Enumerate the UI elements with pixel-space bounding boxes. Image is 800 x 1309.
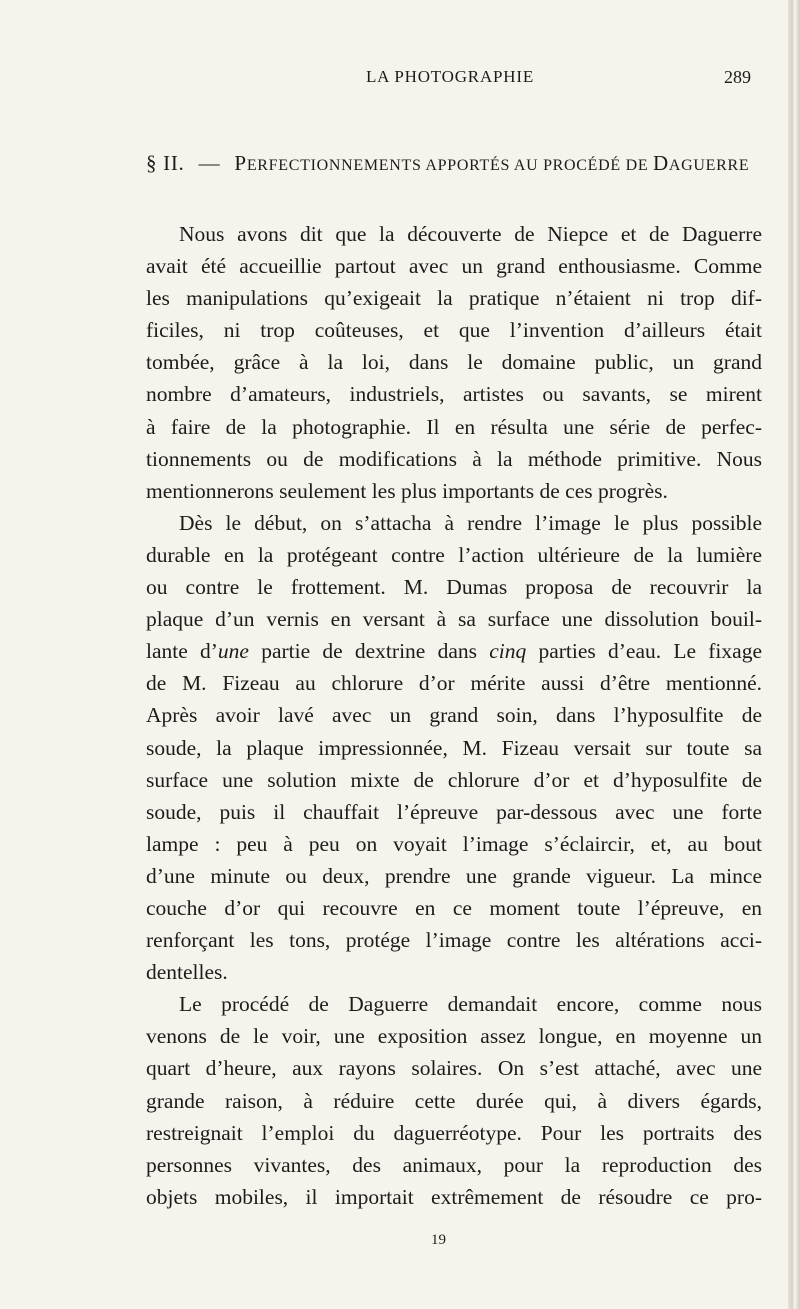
heading-text: ERFECTIONNEMENTS APPORTÉS AU PROCÉDÉ DE bbox=[246, 157, 653, 174]
text-line: renforçant les tons, protége l’image contre les altérations acci- bbox=[146, 928, 762, 953]
text-line: plaque d’un vernis en versant à sa surface une dissolution bouil- bbox=[146, 607, 762, 632]
running-title: LA PHOTOGRAPHIE bbox=[366, 67, 535, 86]
italic-word: une bbox=[217, 639, 249, 664]
text-line: restreignait l’emploi du daguerréotype. Pour les portraits des bbox=[146, 1120, 762, 1145]
text-line: ficiles, ni trop coûteuses, et que l’invention d’ailleurs était bbox=[146, 318, 762, 343]
text-line: durable en la protégeant contre l’action ultérieure de la lumière bbox=[146, 542, 762, 567]
page-edge bbox=[788, 0, 800, 1309]
text-line: objets mobiles, il importait extrêmement de résoudre ce pro- bbox=[146, 1184, 762, 1209]
text-line: lampe : peu à peu on voyait l’image s’éclaircir, et, au bout bbox=[146, 831, 762, 856]
text-line: venons de le voir, une exposition assez longue, en moyenne un bbox=[146, 1024, 762, 1049]
text-line-mixed bbox=[146, 635, 762, 667]
heading-name-initial: D bbox=[653, 151, 669, 175]
text-fragment: parties d’eau. Le fixage bbox=[526, 639, 762, 664]
text-line: Nous avons dit que la découverte de Niepce et de Daguerre bbox=[179, 222, 762, 246]
signature-mark: 19 bbox=[431, 1232, 446, 1248]
text-line: à faire de la photographie. Il en résulta une série de perfec- bbox=[146, 414, 762, 439]
text-line: ou contre le frottement. M. Dumas proposa de recouvrir la bbox=[146, 575, 762, 600]
text-line: les manipulations qu’exigeait la pratique n’étaient ni trop dif- bbox=[146, 286, 762, 311]
text-line: couche d’or qui recouvre en ce moment toute l’épreuve, en bbox=[146, 895, 762, 920]
text-line: quart d’heure, aux rayons solaires. On s’est attaché, avec une bbox=[146, 1056, 762, 1081]
text-line: soude, la plaque impressionnée, M. Fizeau versait sur toute sa bbox=[146, 735, 762, 760]
text-line: grande raison, à réduire cette durée qui, à divers égards, bbox=[146, 1088, 762, 1113]
text-line: Dès le début, on s’attacha à rendre l’image le plus possible bbox=[179, 510, 762, 535]
heading-initial: P bbox=[234, 151, 247, 175]
text-line: dentelles. bbox=[146, 960, 228, 985]
section-number: § II. bbox=[146, 151, 185, 175]
text-fragment: lante d’ bbox=[146, 639, 218, 664]
text-line: avait été accueillie partout avec un grand enthousiasme. Comme bbox=[146, 254, 762, 279]
text-fragment: partie de dextrine dans bbox=[248, 639, 490, 664]
section-heading bbox=[146, 151, 766, 176]
text-line: de M. Fizeau au chlorure d’or mérite aussi d’être mentionné. bbox=[146, 671, 762, 696]
text-line: d’une minute ou deux, prendre une grande vigueur. La mince bbox=[146, 863, 762, 888]
text-line: tionnements ou de modifications à la méthode primitive. Nous bbox=[146, 446, 762, 471]
text-line: Le procédé de Daguerre demandait encore, comme nous bbox=[179, 992, 762, 1017]
text-line: personnes vivantes, des animaux, pour la reproduction des bbox=[146, 1152, 762, 1177]
text-line: surface une solution mixte de chlorure d’or et d’hyposulfite de bbox=[146, 767, 762, 792]
text-line: nombre d’amateurs, industriels, artistes ou savants, se mirent bbox=[146, 382, 762, 407]
heading-dash: — bbox=[198, 151, 221, 175]
text-line: Après avoir lavé avec un grand soin, dans l’hyposulfite de bbox=[146, 703, 762, 728]
italic-word: cinq bbox=[489, 639, 527, 664]
heading-name-rest: AGUERRE bbox=[668, 157, 750, 174]
running-header bbox=[0, 67, 800, 91]
text-line: mentionnerons seulement les plus importants de ces progrès. bbox=[146, 478, 668, 503]
text-line: soude, puis il chauffait l’épreuve par-dessous avec une forte bbox=[146, 799, 762, 824]
body-text bbox=[146, 218, 762, 1213]
page-number: 289 bbox=[724, 67, 751, 87]
text-line: tombée, grâce à la loi, dans le domaine public, un grand bbox=[146, 350, 762, 375]
